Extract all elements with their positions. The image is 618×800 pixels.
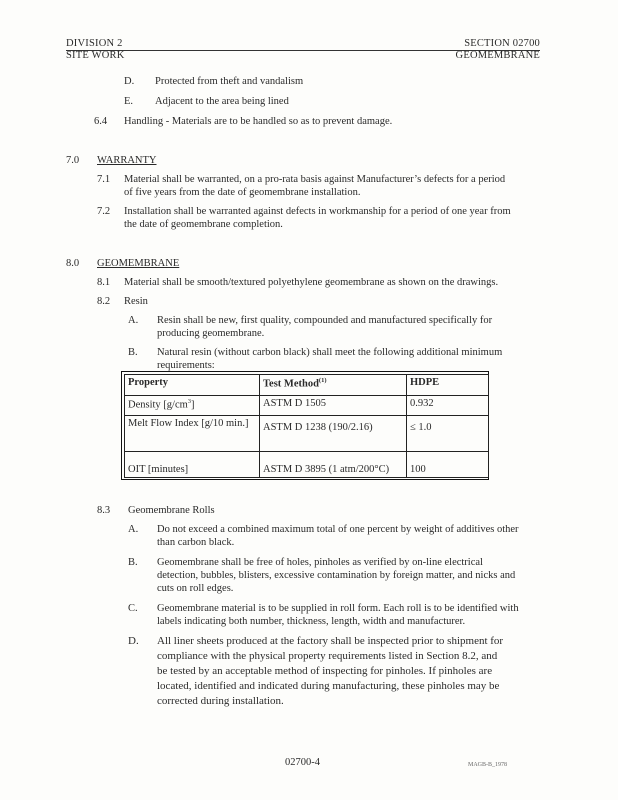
section-7-number: 7.0 xyxy=(66,155,80,166)
rolls-d-line-5: corrected during installation. xyxy=(157,695,284,707)
header-division: DIVISION 2 xyxy=(66,38,123,49)
item-7-1-number: 7.1 xyxy=(97,174,111,185)
table-row xyxy=(125,452,489,478)
col-property-header: Property xyxy=(125,375,260,396)
col-test-method-header: Test Method$^{(1)}$ xyxy=(260,375,407,396)
section-8-number: 8.0 xyxy=(66,258,80,269)
cell-hdpe: 0.932 xyxy=(407,396,489,416)
header-section-name: GEOMEMBRANE xyxy=(455,50,540,61)
document-code: MAGB-B_1978 xyxy=(468,762,508,768)
rolls-a-line-1: Do not exceed a combined maximum total of one percent by weight of additives other xyxy=(157,524,519,535)
item-6-4-number: 6.4 xyxy=(94,116,108,127)
item-6-4-text: Handling - Materials are to be handled so as to prevent damage. xyxy=(124,116,393,127)
rolls-d-line-1: All liner sheets produced at the factory shall be inspected prior to shipment for xyxy=(157,635,504,647)
item-6-3-e-text: Adjacent to the area being lined xyxy=(155,96,289,107)
table-row xyxy=(125,416,489,452)
page-number: 02700-4 xyxy=(285,757,320,768)
section-7-title: WARRANTY xyxy=(97,155,157,166)
rolls-a-label: A. xyxy=(128,524,139,535)
col-hdpe-header: HDPE xyxy=(407,375,489,396)
table-row xyxy=(125,396,489,416)
resin-b-line-2: requirements: xyxy=(157,360,215,371)
item-8-3-text: Geomembrane Rolls xyxy=(128,505,215,516)
rolls-c-label: C. xyxy=(128,603,138,614)
rolls-b-line-1: Geomembrane shall be free of holes, pinholes as verified by on-line electrical xyxy=(157,557,483,568)
table-header-row xyxy=(125,375,489,396)
rolls-b-line-3: cuts on roll edges. xyxy=(157,583,234,594)
item-6-3-d-text: Protected from theft and vandalism xyxy=(155,76,304,87)
rolls-b-line-2: detection, bubbles, blisters, excessive contamination by foreign matter, and nicks and xyxy=(157,570,516,581)
item-8-2-number: 8.2 xyxy=(97,296,111,307)
item-8-1-text: Material shall be smooth/textured polyethylene geomembrane as shown on the drawings. xyxy=(124,277,499,288)
item-7-1-line-2: of five years from the date of geomembrane installation. xyxy=(124,187,361,198)
cell-hdpe: 100 xyxy=(407,452,489,478)
cell-property: OIT [minutes] xyxy=(125,452,260,478)
rolls-c-line-1: Geomembrane material is to be supplied in roll form. Each roll is to be identified with xyxy=(157,603,519,614)
item-8-3-number: 8.3 xyxy=(97,505,111,516)
header-site-work: SITE WORK xyxy=(66,50,125,61)
cell-method: ASTM D 1238 (190/2.16) xyxy=(260,416,407,452)
item-7-2-line-2: the date of geomembrane completion. xyxy=(124,219,283,230)
rolls-d-line-2: compliance with the physical property requirements listed in Section 8.2, and xyxy=(157,650,498,662)
resin-a-line-2: producing geomembrane. xyxy=(157,328,265,339)
resin-a-line-1: Resin shall be new, first quality, compounded and manufactured specifically for xyxy=(157,315,493,326)
item-7-2-number: 7.2 xyxy=(97,206,111,217)
rolls-a-line-2: than carbon black. xyxy=(157,537,235,548)
resin-a-label: A. xyxy=(128,315,139,326)
rolls-b-label: B. xyxy=(128,557,138,568)
item-8-2-text: Resin xyxy=(124,296,148,307)
cell-method: ASTM D 3895 (1 atm/200°C) xyxy=(260,452,407,478)
rolls-d-line-3: be tested by an acceptable method of inspecting for pinholes. If pinholes are xyxy=(157,665,493,677)
rolls-d-label: D. xyxy=(128,635,139,647)
item-7-2-line-1: Installation shall be warranted against defects in workmanship for a period of one year from xyxy=(124,206,511,217)
rolls-c-line-2: labels indicating both number, thickness, length, width and manufacturer. xyxy=(157,616,466,627)
header-section: SECTION 02700 xyxy=(464,38,540,49)
item-6-3-d-label: D. xyxy=(124,76,135,87)
item-8-1-number: 8.1 xyxy=(97,277,111,288)
resin-b-label: B. xyxy=(128,347,138,358)
cell-property: Density $[g/cm^3]$ xyxy=(125,396,260,416)
resin-b-line-1: Natural resin (without carbon black) shall meet the following additional minimum xyxy=(157,347,503,358)
item-7-1-line-1: Material shall be warranted, on a pro-rata basis against Manufacturer’s defects for a period xyxy=(124,174,506,185)
section-8-title: GEOMEMBRANE xyxy=(97,258,180,269)
cell-method: ASTM D 1505 xyxy=(260,396,407,416)
cell-property: Melt Flow Index [g/10 min.] xyxy=(125,416,260,452)
resin-requirements-table xyxy=(124,374,489,478)
item-6-3-e-label: E. xyxy=(124,96,134,107)
rolls-d-line-4: located, identified and indicated during manufacturing, these pinholes may be xyxy=(157,680,500,692)
cell-hdpe: ≤ 1.0 xyxy=(407,416,489,452)
